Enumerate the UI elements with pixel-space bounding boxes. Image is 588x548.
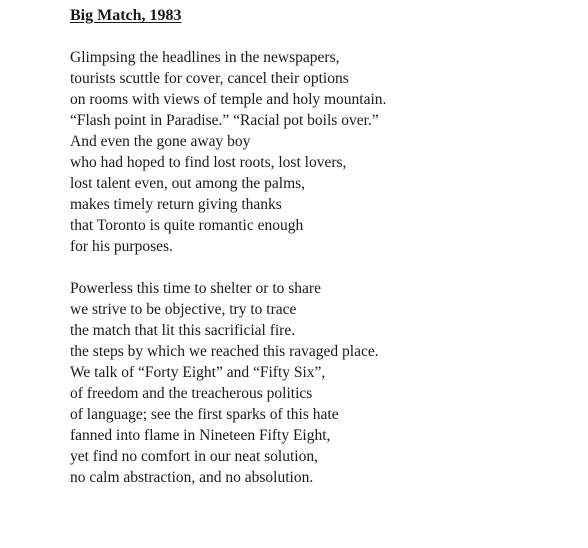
poem-line: “Flash point in Paradise.” “Racial pot boils over.” bbox=[70, 112, 379, 129]
poem-line: that Toronto is quite romantic enough bbox=[70, 217, 304, 234]
poem-line: no calm abstraction, and no absolution. bbox=[70, 469, 314, 486]
poem-title: Big Match, 1983 bbox=[70, 7, 182, 24]
poem bbox=[70, 6, 570, 509]
stanza-2 bbox=[70, 278, 570, 488]
poem-line: fanned into flame in Nineteen Fifty Eight, bbox=[70, 427, 331, 444]
stanza-1 bbox=[70, 47, 570, 257]
poem-line: the match that lit this sacrificial fire. bbox=[70, 322, 296, 339]
poem-line: on rooms with views of temple and holy mountain. bbox=[70, 91, 387, 108]
poem-line: And even the gone away boy bbox=[70, 133, 251, 150]
poem-line: who had hoped to find lost roots, lost lovers, bbox=[70, 154, 347, 171]
poem-line: Glimpsing the headlines in the newspapers, bbox=[70, 49, 340, 66]
poem-line: lost talent even, out among the palms, bbox=[70, 175, 306, 192]
poem-line: of freedom and the treacherous politics bbox=[70, 385, 313, 402]
poem-line: for his purposes. bbox=[70, 238, 173, 255]
poem-line: Powerless this time to shelter or to share bbox=[70, 280, 321, 297]
poem-line: yet find no comfort in our neat solution, bbox=[70, 448, 318, 465]
poem-line: We talk of “Forty Eight” and “Fifty Six”, bbox=[70, 364, 326, 381]
poem-line: of language; see the first sparks of this hate bbox=[70, 406, 339, 423]
poem-line: makes timely return giving thanks bbox=[70, 196, 282, 213]
poem-line: tourists scuttle for cover, cancel their options bbox=[70, 70, 349, 87]
poem-line: we strive to be objective, try to trace bbox=[70, 301, 297, 318]
poem-line: the steps by which we reached this ravaged place. bbox=[70, 343, 379, 360]
